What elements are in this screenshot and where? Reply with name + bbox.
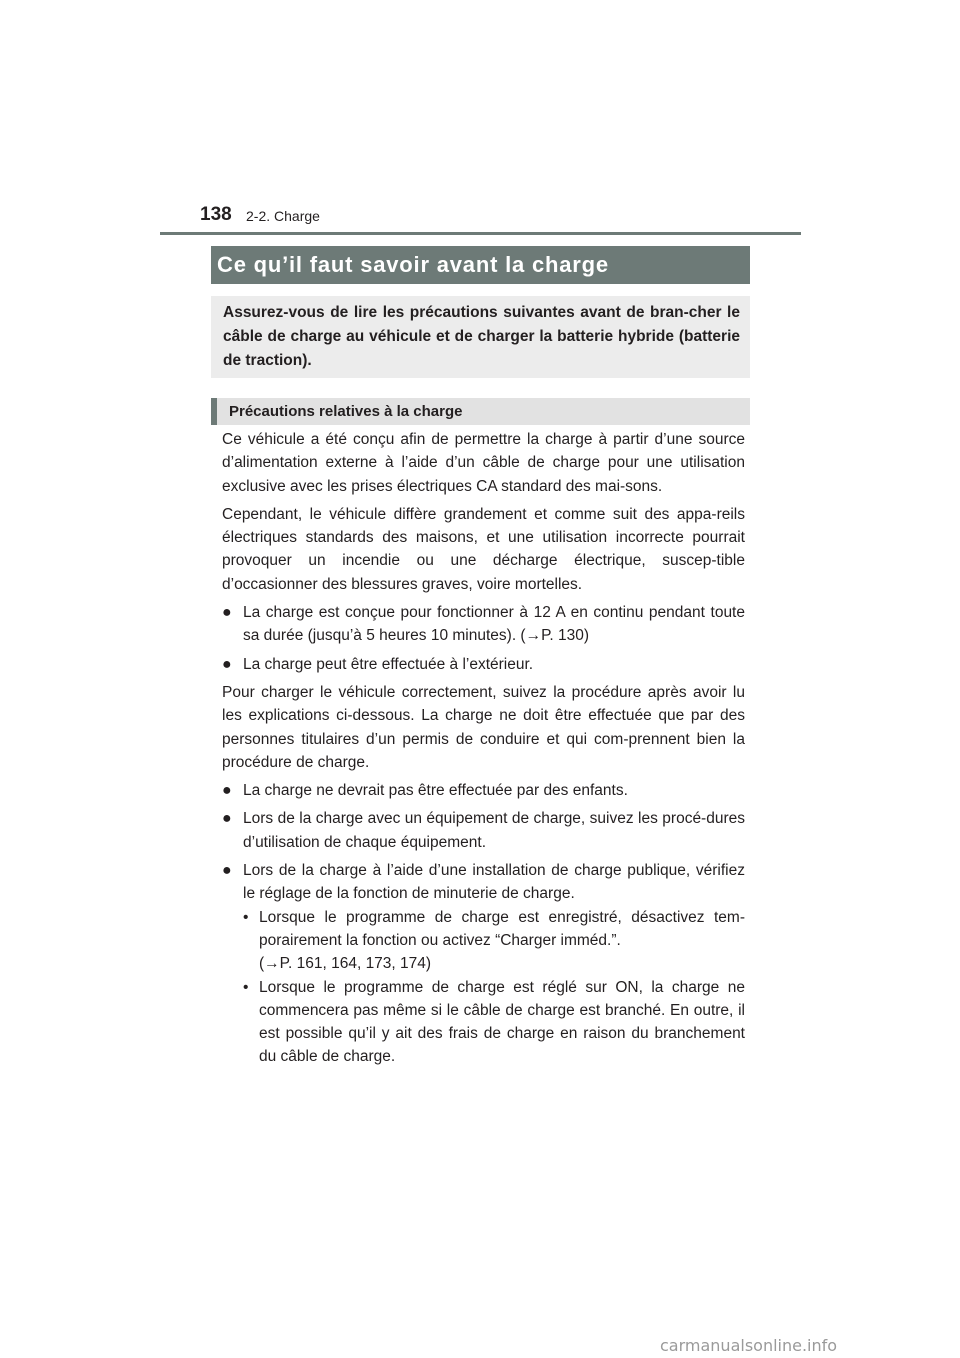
page-title: Ce qu’il faut savoir avant la charge bbox=[211, 246, 750, 284]
paragraph: Cependant, le véhicule diffère grandement et comme suit des appa-reils électriques standards des maisons, et une utilisation incorrecte pourrait provoquer un incendie ou une décharge électrique, suscep-tible d’occasionner des blessures graves, voire mortelles. bbox=[222, 505, 745, 593]
intro-box: Assurez-vous de lire les précautions suivantes avant de bran-cher le câble de charge au véhicule et de charger la batterie hybride (batterie de traction). bbox=[211, 296, 750, 378]
list-item bbox=[222, 653, 745, 676]
bullet-icon: ● bbox=[222, 604, 232, 622]
list-item-text: La charge ne devrait pas être effectuée par des enfants. bbox=[243, 782, 628, 800]
bullet-icon: ● bbox=[222, 810, 232, 828]
bullet-icon: ● bbox=[222, 862, 232, 880]
watermark: carmanualsonline.info bbox=[660, 1336, 838, 1355]
list-item-text: Lors de la charge avec un équipement de charge, suivez les procé-dures d’utilisation de chaque équipement. bbox=[243, 810, 745, 851]
page-reference: (→P. 161, 164, 173, 174) bbox=[259, 955, 432, 973]
subheading: Précautions relatives à la charge bbox=[211, 398, 750, 425]
list-item bbox=[222, 779, 745, 802]
sub-bullet-icon: • bbox=[243, 978, 249, 996]
body-text bbox=[222, 428, 745, 1069]
section-label: 2-2. Charge bbox=[246, 208, 320, 224]
list-item-text: La charge est conçue pour fonctionner à 12 A en continu pendant toute sa durée (jusqu’à 5 heures 10 minutes). (→P. 130) bbox=[243, 604, 745, 645]
bullet-icon: ● bbox=[222, 782, 232, 800]
list-item bbox=[222, 859, 745, 906]
sub-bullet-icon: • bbox=[243, 908, 249, 926]
list-item bbox=[222, 601, 745, 648]
page-number: 138 bbox=[200, 204, 232, 225]
sub-list-item-text: Lorsque le programme de charge est enregistré, désactivez tem-porairement la fonction ou activez “Charger imméd.”. bbox=[259, 908, 745, 949]
bullet-icon: ● bbox=[222, 655, 232, 673]
paragraph: Pour charger le véhicule correctement, suivez la procédure après avoir lu les explications ci-dessous. La charge ne doit être effectuée que par des personnes titulaires d’un permis de conduire et qui com-prennent bien la procédure de charge. bbox=[222, 683, 745, 771]
paragraph: Ce véhicule a été conçu afin de permettre la charge à partir d’une source d’alimentation externe à l’aide d’un câble de charge pour une utilisation exclusive avec les prises électriques CA standard des mai-sons. bbox=[222, 431, 745, 495]
list-item-text: Lors de la charge à l’aide d’une installation de charge publique, vérifiez le réglage de la fonction de minuterie de charge. bbox=[243, 862, 745, 903]
header-rule bbox=[160, 232, 801, 235]
sub-list-item-text: Lorsque le programme de charge est réglé sur ON, la charge ne commencera pas même si le câble de charge est branché. En outre, il est possible qu’il y ait des frais de charge en raison du branchement du câble de charge. bbox=[259, 978, 745, 1066]
sub-list-item bbox=[222, 906, 745, 976]
list-item-text: La charge peut être effectuée à l’extérieur. bbox=[243, 655, 534, 673]
list-item bbox=[222, 807, 745, 854]
sub-list-item bbox=[222, 976, 745, 1069]
